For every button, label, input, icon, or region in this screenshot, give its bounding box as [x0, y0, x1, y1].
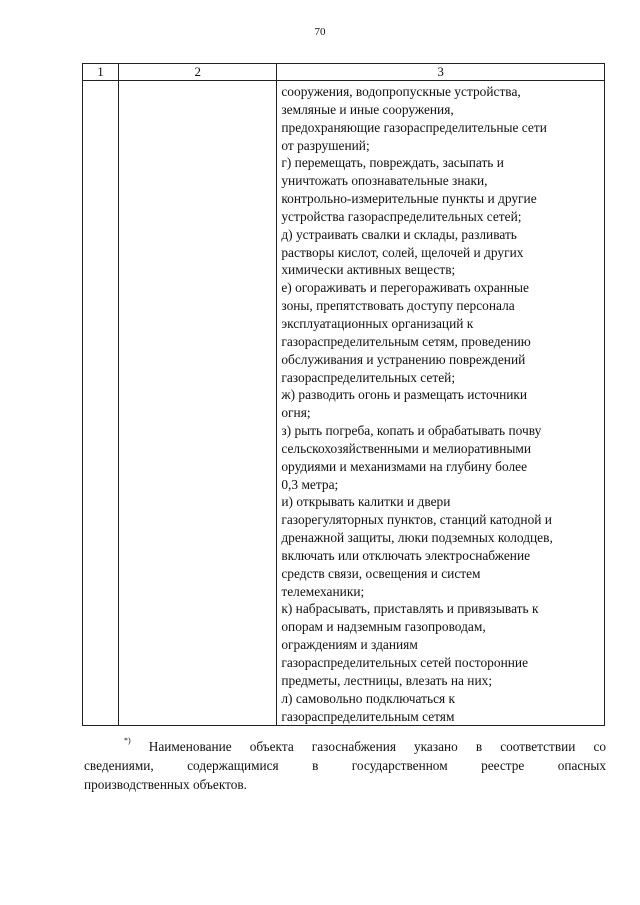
footnote-line: производственных объектов. — [84, 777, 247, 792]
column-3-cell — [277, 81, 605, 726]
table-header-row — [83, 64, 605, 81]
footnote — [84, 737, 606, 794]
column-3-line: е) огораживать и перегораживать охранные — [281, 280, 529, 296]
column-3-line: устройства газораспределительных сетей; — [281, 208, 522, 224]
column-3-line: газораспределительных сетей; — [281, 369, 456, 385]
column-3-line: предметы, лестницы, влезать на них; — [281, 672, 493, 688]
column-3-line: огня; — [281, 405, 311, 421]
column-3-line: газораспределительных сетей посторонние — [281, 655, 529, 670]
column-3-line: л) самовольно подключаться к — [281, 690, 456, 706]
column-3-line: к) набрасывать, приставлять и привязывать к — [281, 601, 539, 617]
column-3-line: газораспределительным сетям — [281, 708, 455, 724]
document-table — [82, 63, 605, 726]
page-number: 70 — [314, 26, 326, 38]
footnote-line: сведениями, содержащимися в государственном реестре опасных — [84, 758, 606, 773]
column-header-2: 2 — [119, 64, 277, 81]
column-3-line: включать или отключать электроснабжение — [281, 547, 531, 563]
column-header-3: 3 — [277, 64, 605, 81]
column-1-cell — [83, 81, 119, 726]
column-3-line: зоны, препятствовать доступу персонала — [281, 298, 515, 314]
column-3-line: газорегуляторных пунктов, станций катодной и — [281, 512, 552, 528]
footnote-text: Наименование объекта газоснабжения указано в соответствии со — [148, 739, 606, 754]
footnote-line — [84, 737, 606, 756]
column-3-text — [277, 81, 604, 725]
column-2-cell — [119, 81, 277, 726]
column-3-line: уничтожать опознавательные знаки, — [281, 173, 488, 189]
column-3-line: ж) разводить огонь и размещать источники — [281, 387, 528, 403]
column-3-line: растворы кислот, солей, щелочей и других — [281, 244, 524, 260]
column-3-line: и) открывать калитки и двери — [281, 494, 451, 510]
column-3-line: дренажной защиты, люки подземных колодцев, — [281, 530, 553, 546]
column-3-line: опорам и надземным газопроводам, — [281, 619, 486, 635]
column-3-line: земляные и иные сооружения, — [281, 101, 454, 117]
column-header-1: 1 — [83, 64, 119, 81]
footnote-marker: *) — [124, 736, 131, 745]
column-3-line: з) рыть погреба, копать и обрабатывать почву — [281, 423, 542, 439]
table-row — [83, 81, 605, 726]
column-3-line: средств связи, освещения и систем — [281, 565, 481, 581]
column-3-line: ограждениям и зданиям — [281, 637, 418, 653]
column-3-line: газораспределительным сетям, проведению — [281, 333, 531, 349]
column-3-line: телемеханики; — [281, 583, 365, 599]
column-3-line: от разрушений; — [281, 137, 370, 153]
column-3-line: обслуживания и устранению повреждений — [281, 351, 526, 367]
column-3-line: 0,3 метра; — [281, 476, 339, 492]
column-3-line: сельскохозяйственными и мелиоративными — [281, 440, 532, 456]
column-3-line: контрольно-измерительные пункты и другие — [281, 191, 537, 207]
column-3-line: д) устраивать свалки и склады, разливать — [281, 226, 517, 242]
column-3-line: сооружения, водопропускные устройства, — [281, 84, 521, 99]
column-3-line: эксплуатационных организаций к — [281, 315, 474, 331]
column-3-line: г) перемещать, повреждать, засыпать и — [281, 155, 504, 171]
column-3-line: предохраняющие газораспределительные сети — [281, 119, 547, 135]
column-3-line: химически активных веществ; — [281, 262, 456, 278]
column-3-line: орудиями и механизмами на глубину более — [281, 458, 528, 474]
